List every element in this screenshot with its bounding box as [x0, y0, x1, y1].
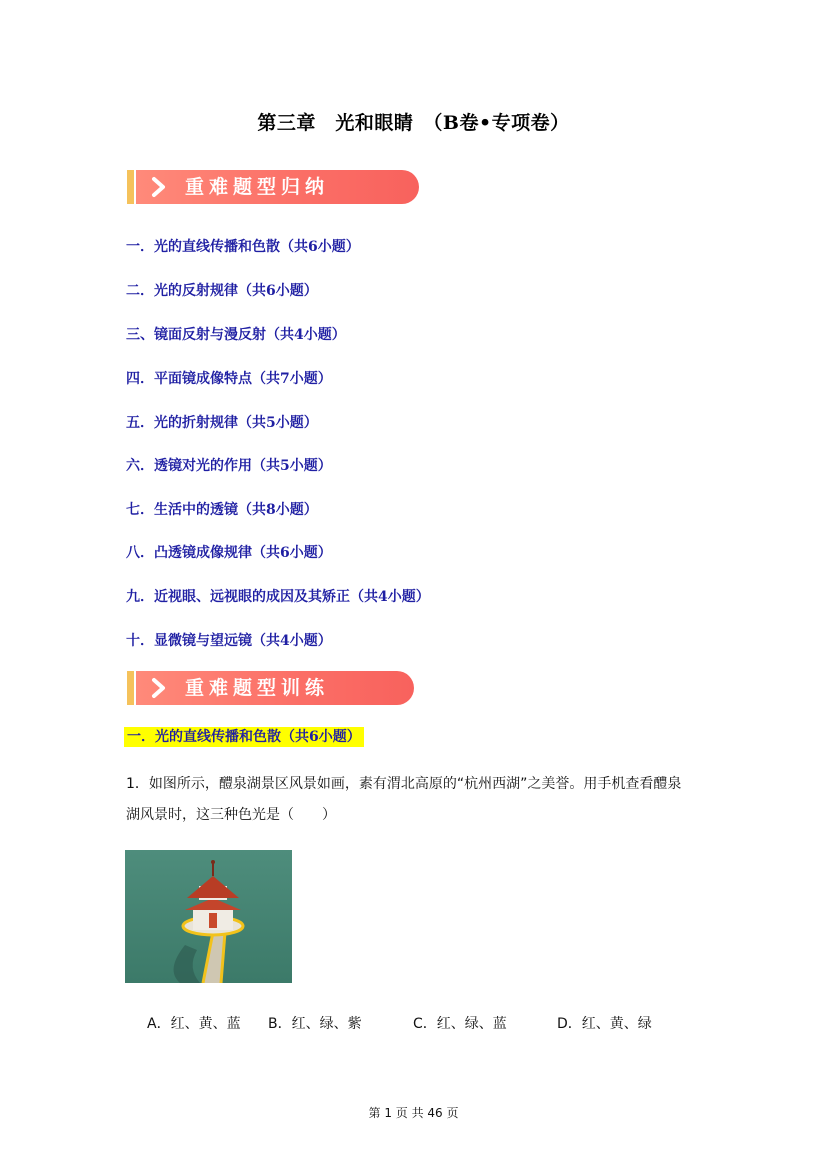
section-heading: 一．光的直线传播和色散（共6小题）	[124, 727, 364, 747]
toc-item[interactable]: 八．凸透镜成像规律（共6小题）	[126, 545, 332, 561]
question-text-line-1: 1．如图所示，醴泉湖景区风景如画，素有渭北高原的“杭州西湖”之美誉。用手机查看醴泉	[126, 776, 682, 792]
option-d[interactable]: D．红、黄、绿	[557, 1016, 652, 1032]
toc-item[interactable]: 二．光的反射规律（共6小题）	[126, 283, 318, 299]
option-b[interactable]: B．红、绿、紫	[268, 1016, 362, 1032]
chevron-right-icon	[149, 676, 169, 700]
toc-item[interactable]: 七．生活中的透镜（共8小题）	[126, 502, 318, 518]
toc-item[interactable]: 六．透镜对光的作用（共5小题）	[126, 458, 332, 474]
toc-item[interactable]: 五．光的折射规律（共5小题）	[126, 415, 318, 431]
banner-training-label: 重难题型训练	[185, 677, 330, 699]
banner-stripe	[127, 170, 134, 204]
banner-summary-label: 重难题型归纳	[185, 176, 330, 198]
option-c[interactable]: C．红、绿、蓝	[413, 1016, 507, 1032]
chevron-right-icon	[149, 175, 169, 199]
question-text-line-2: 湖风景时，这三种色光是（ ）	[126, 807, 336, 823]
page-title: 第三章 光和眼睛 （B卷•专项卷）	[257, 112, 570, 134]
question-photo-pavilion	[125, 850, 292, 983]
toc-item[interactable]: 四．平面镜成像特点（共7小题）	[126, 371, 332, 387]
toc-item[interactable]: 九．近视眼、远视眼的成因及其矫正（共4小题）	[126, 589, 430, 605]
page-footer: 第 1 页 共 46 页	[368, 1106, 459, 1120]
toc-item[interactable]: 一．光的直线传播和色散（共6小题）	[126, 239, 360, 255]
banner-stripe	[127, 671, 134, 705]
option-a[interactable]: A．红、黄、蓝	[147, 1016, 241, 1032]
toc-item[interactable]: 三、镜面反射与漫反射（共4小题）	[126, 327, 346, 343]
toc-item[interactable]: 十．显微镜与望远镜（共4小题）	[126, 633, 332, 649]
